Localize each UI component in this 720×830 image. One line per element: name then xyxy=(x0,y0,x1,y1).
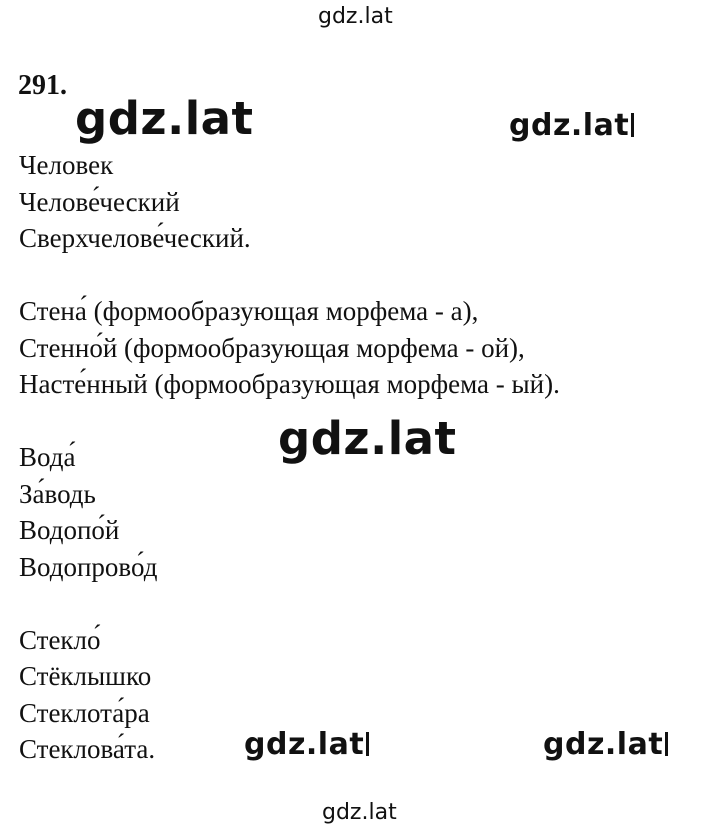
word-line: Стена́ (формообразующая морфема - а), xyxy=(19,296,479,326)
word-line: За́водь xyxy=(19,478,96,509)
watermark-large: gdz.lat xyxy=(244,727,369,762)
word-line: Водопо́й xyxy=(19,515,120,545)
word-line: Водопрово́д xyxy=(19,551,158,582)
watermark-large: gdz.lat xyxy=(509,108,634,143)
word-group xyxy=(19,147,560,257)
word-line: Человек xyxy=(19,150,114,180)
watermark-bottom: gdz.lat xyxy=(322,800,397,825)
exercise-number: 291. xyxy=(18,70,67,101)
word-group xyxy=(19,293,560,403)
word-line: Стёклышко xyxy=(19,661,152,691)
word-line: Стеклова́та. xyxy=(19,734,156,764)
word-line: Стеклота́ра xyxy=(19,697,150,728)
word-line: Челове́ческий xyxy=(19,186,180,217)
watermark-top: gdz.lat xyxy=(318,4,393,29)
watermark-large: gdz.lat xyxy=(543,727,668,762)
watermark-large: gdz.lat xyxy=(75,92,254,145)
word-line: Сверхчелове́ческий. xyxy=(19,223,251,253)
word-line: Вода́ xyxy=(19,442,76,472)
word-line: Стекло́ xyxy=(19,624,101,655)
word-line: Стенно́й (формообразующая морфема - ой), xyxy=(19,332,525,363)
watermark-large: gdz.lat xyxy=(278,412,457,465)
word-line: Насте́нный (формообразующая морфема - ый). xyxy=(19,369,560,399)
